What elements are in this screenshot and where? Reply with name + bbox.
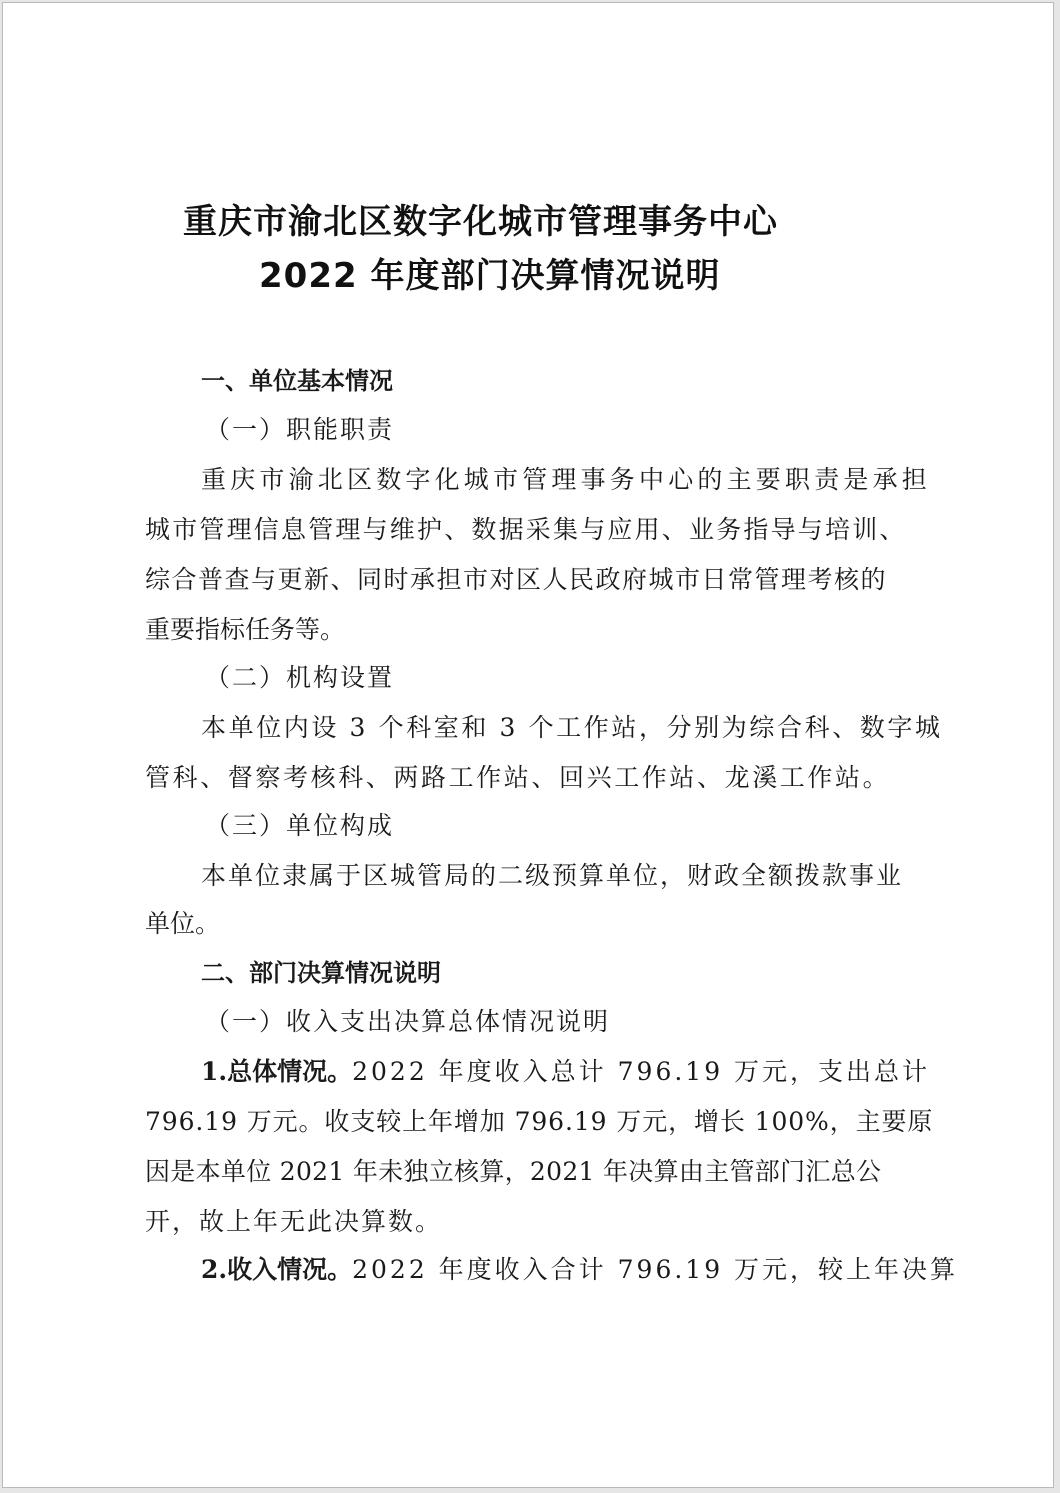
document-title-line2: 2022 年度部门决算情况说明: [259, 256, 721, 296]
section1-heading: 一、单位基本情况: [201, 367, 393, 395]
section1-sub2-heading: （二）机构设置: [205, 663, 395, 692]
document-page: [2, 2, 1054, 1488]
paragraph-label: 2.收入情况。: [201, 1255, 353, 1284]
paragraph-line: 796.19 万元。收支较上年增加 796.19 万元，增长 100%，主要原: [145, 1107, 934, 1136]
paragraph-line: 城市管理信息管理与维护、数据采集与应用、业务指导与培训、: [145, 515, 907, 544]
paragraph-line: [201, 1057, 931, 1086]
paragraph-line: 重要指标任务等。: [145, 615, 346, 644]
paragraph-text: 2022 年度收入合计 796.19 万元，较上年决算: [352, 1255, 959, 1284]
section1-sub1-heading: （一）职能职责: [205, 415, 395, 444]
paragraph-line: 重庆市渝北区数字化城市管理事务中心的主要职责是承担: [201, 465, 932, 494]
paragraph-line: 单位。: [145, 909, 221, 938]
paragraph-line: 综合普查与更新、同时承担市对区人民政府城市日常管理考核的: [145, 565, 888, 594]
paragraph-line: 本单位隶属于区城管局的二级预算单位，财政全额拨款事业: [201, 861, 904, 890]
paragraph-label: 1.总体情况。: [201, 1057, 353, 1086]
paragraph-line: 开，故上年无此决算数。: [145, 1207, 443, 1236]
paragraph-line: 管科、督察考核科、两路工作站、回兴工作站、龙溪工作站。: [145, 763, 891, 792]
paragraph-line: [201, 1255, 959, 1284]
section2-heading: 二、部门决算情况说明: [201, 959, 441, 987]
section2-sub1-heading: （一）收入支出决算总体情况说明: [205, 1007, 611, 1036]
paragraph-line: 本单位内设 3 个科室和 3 个工作站，分别为综合科、数字城: [201, 713, 943, 742]
document-title-line1: 重庆市渝北区数字化城市管理事务中心: [183, 202, 778, 242]
paragraph-text: 2022 年度收入总计 796.19 万元，支出总计: [352, 1057, 931, 1086]
paragraph-line: 因是本单位 2021 年未独立核算，2021 年决算由主管部门汇总公: [145, 1157, 882, 1186]
section1-sub3-heading: （三）单位构成: [205, 811, 395, 840]
